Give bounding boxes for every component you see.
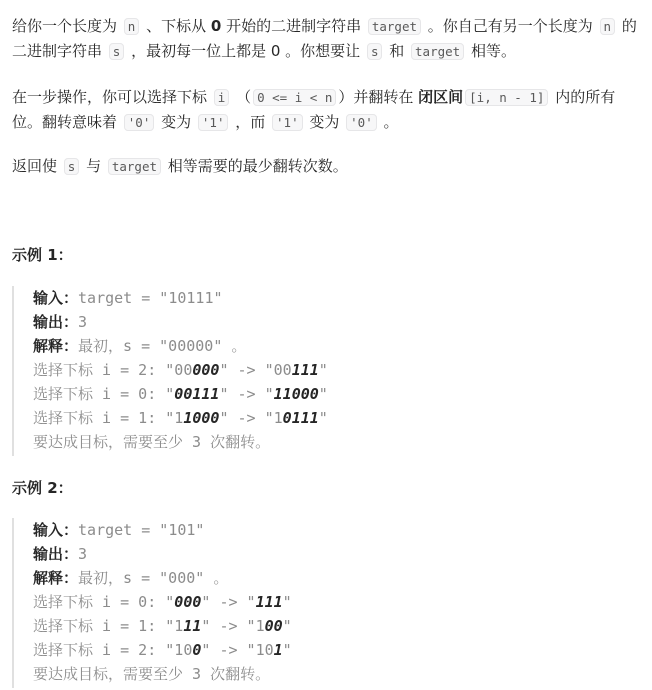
step-quote: " bbox=[318, 385, 328, 403]
step-arrow: " -> " bbox=[219, 361, 274, 379]
text: 相等需要的最少翻转次数。 bbox=[163, 157, 348, 175]
step-before-plain: 1 bbox=[174, 617, 184, 635]
inline-code-target: target bbox=[108, 158, 161, 175]
problem-paragraph-2 bbox=[12, 85, 644, 135]
step-prefix: 选择下标 bbox=[33, 617, 94, 635]
inline-code-target: target bbox=[411, 43, 464, 60]
example-output-line bbox=[33, 310, 652, 334]
text: 的二进制字符串 bbox=[12, 17, 637, 60]
bold-closed-interval: 闭区间 bbox=[418, 88, 464, 106]
text: 变为 bbox=[156, 113, 196, 131]
step-after-plain: 1 bbox=[255, 617, 265, 635]
text: 与 bbox=[81, 157, 106, 175]
step-after-flipped: 0111 bbox=[282, 409, 319, 427]
step-before-flipped: 000 bbox=[174, 593, 202, 611]
step-quote: " bbox=[318, 409, 328, 427]
text: 。你自己有另一个长度为 bbox=[423, 17, 598, 35]
problem-paragraph-1 bbox=[12, 14, 644, 64]
explain-text: s = "00000" 。 bbox=[123, 337, 247, 355]
step-before-plain: 00 bbox=[174, 361, 193, 379]
step-quote: " bbox=[282, 593, 292, 611]
example-step-line bbox=[33, 382, 652, 406]
step-index: i = 0: " bbox=[93, 385, 175, 403]
output-value: 3 bbox=[78, 545, 88, 563]
step-before-plain: 1 bbox=[174, 409, 184, 427]
step-before-flipped: 00111 bbox=[174, 385, 220, 403]
inline-code-target: target bbox=[368, 18, 421, 35]
inline-code-s: s bbox=[109, 43, 125, 60]
example-1-title: 示例 1： bbox=[12, 246, 73, 264]
text: ，最初每一位上都是 0 。你想要让 bbox=[126, 42, 365, 60]
text: 相等。 bbox=[466, 42, 516, 60]
text: ，而 bbox=[230, 113, 271, 131]
inline-code-char-1: '1' bbox=[198, 114, 229, 131]
text: 在一步操作，你可以选择下标 bbox=[12, 88, 212, 106]
text: 开始的二进制字符串 bbox=[221, 17, 366, 35]
step-arrow: " -> " bbox=[201, 617, 256, 635]
example-step-line bbox=[33, 638, 652, 662]
example-2-block bbox=[12, 518, 652, 688]
explain-label: 解释： bbox=[33, 337, 79, 355]
output-label: 输出： bbox=[33, 313, 79, 331]
inline-code-s: s bbox=[367, 43, 383, 60]
step-quote: " bbox=[282, 641, 292, 659]
step-prefix: 选择下标 bbox=[33, 409, 94, 427]
bold-zero: 0 bbox=[210, 17, 222, 35]
conclusion-text: 要达成目标，需要至少 bbox=[33, 665, 184, 683]
example-step-line bbox=[33, 358, 652, 382]
step-quote: " bbox=[318, 361, 328, 379]
step-index: i = 2: " bbox=[93, 361, 175, 379]
step-after-flipped: 111 bbox=[255, 593, 283, 611]
step-before-flipped: 11 bbox=[183, 617, 202, 635]
example-conclusion-line bbox=[33, 430, 652, 454]
problem-paragraph-3 bbox=[12, 154, 644, 179]
step-after-plain: 00 bbox=[273, 361, 292, 379]
step-after-flipped: 00 bbox=[264, 617, 283, 635]
explain-text: 最初， bbox=[78, 337, 124, 355]
conclusion-text: 要达成目标，需要至少 bbox=[33, 433, 184, 451]
inline-code-interval: [i, n - 1] bbox=[465, 89, 548, 106]
inline-code-n: n bbox=[600, 18, 616, 35]
example-step-line bbox=[33, 614, 652, 638]
text: ）并翻转在 bbox=[338, 88, 419, 106]
step-arrow: " -> " bbox=[219, 409, 274, 427]
input-value: target = "10111" bbox=[78, 289, 223, 307]
explain-text: 最初， bbox=[78, 569, 124, 587]
step-before-flipped: 1000 bbox=[183, 409, 220, 427]
explain-text: s = "000" 。 bbox=[123, 569, 229, 587]
step-index: i = 0: " bbox=[93, 593, 175, 611]
example-explain-line bbox=[33, 566, 652, 590]
inline-code-n: n bbox=[124, 18, 140, 35]
conclusion-count: 3 bbox=[183, 665, 211, 683]
step-index: i = 1: " bbox=[93, 617, 175, 635]
step-after-plain: 10 bbox=[255, 641, 274, 659]
inline-code-i: i bbox=[214, 89, 230, 106]
conclusion-text: 次翻转。 bbox=[210, 665, 271, 683]
text: （ bbox=[231, 88, 252, 106]
conclusion-text: 次翻转。 bbox=[210, 433, 271, 451]
text: 、下标从 bbox=[141, 17, 211, 35]
example-conclusion-line bbox=[33, 662, 652, 686]
example-step-line bbox=[33, 590, 652, 614]
input-label: 输入： bbox=[33, 521, 79, 539]
step-arrow: " -> " bbox=[201, 641, 256, 659]
step-arrow: " -> " bbox=[201, 593, 256, 611]
step-after-flipped: 1 bbox=[273, 641, 283, 659]
step-index: i = 2: " bbox=[93, 641, 175, 659]
step-quote: " bbox=[282, 617, 292, 635]
text: 。 bbox=[378, 113, 399, 131]
text: 返回使 bbox=[12, 157, 62, 175]
text: 变为 bbox=[304, 113, 345, 131]
input-label: 输入： bbox=[33, 289, 79, 307]
explain-label: 解释： bbox=[33, 569, 79, 587]
example-output-line bbox=[33, 542, 652, 566]
output-value: 3 bbox=[78, 313, 88, 331]
inline-code-char-0: '0' bbox=[346, 114, 377, 131]
step-prefix: 选择下标 bbox=[33, 385, 94, 403]
example-input-line bbox=[33, 518, 652, 542]
step-after-flipped: 11000 bbox=[273, 385, 319, 403]
step-after-flipped: 111 bbox=[291, 361, 319, 379]
example-step-line bbox=[33, 406, 652, 430]
input-value: target = "101" bbox=[78, 521, 205, 539]
step-before-flipped: 0 bbox=[192, 641, 202, 659]
step-prefix: 选择下标 bbox=[33, 641, 94, 659]
example-1-block bbox=[12, 286, 652, 456]
example-input-line bbox=[33, 286, 652, 310]
text: 内的所有位。翻转意味着 bbox=[12, 88, 616, 131]
example-explain-line bbox=[33, 334, 652, 358]
step-arrow: " -> " bbox=[219, 385, 274, 403]
step-prefix: 选择下标 bbox=[33, 361, 94, 379]
conclusion-count: 3 bbox=[183, 433, 211, 451]
step-before-plain: 10 bbox=[174, 641, 193, 659]
step-after-plain: 1 bbox=[273, 409, 283, 427]
example-2-title: 示例 2： bbox=[12, 479, 73, 497]
step-prefix: 选择下标 bbox=[33, 593, 94, 611]
inline-code-char-1: '1' bbox=[272, 114, 303, 131]
text: 给你一个长度为 bbox=[12, 17, 122, 35]
text: 和 bbox=[384, 42, 410, 60]
step-index: i = 1: " bbox=[93, 409, 175, 427]
inline-code-char-0: '0' bbox=[124, 114, 155, 131]
step-before-flipped: 000 bbox=[192, 361, 220, 379]
inline-code-range: 0 <= i < n bbox=[253, 89, 336, 106]
inline-code-s: s bbox=[64, 158, 80, 175]
output-label: 输出： bbox=[33, 545, 79, 563]
